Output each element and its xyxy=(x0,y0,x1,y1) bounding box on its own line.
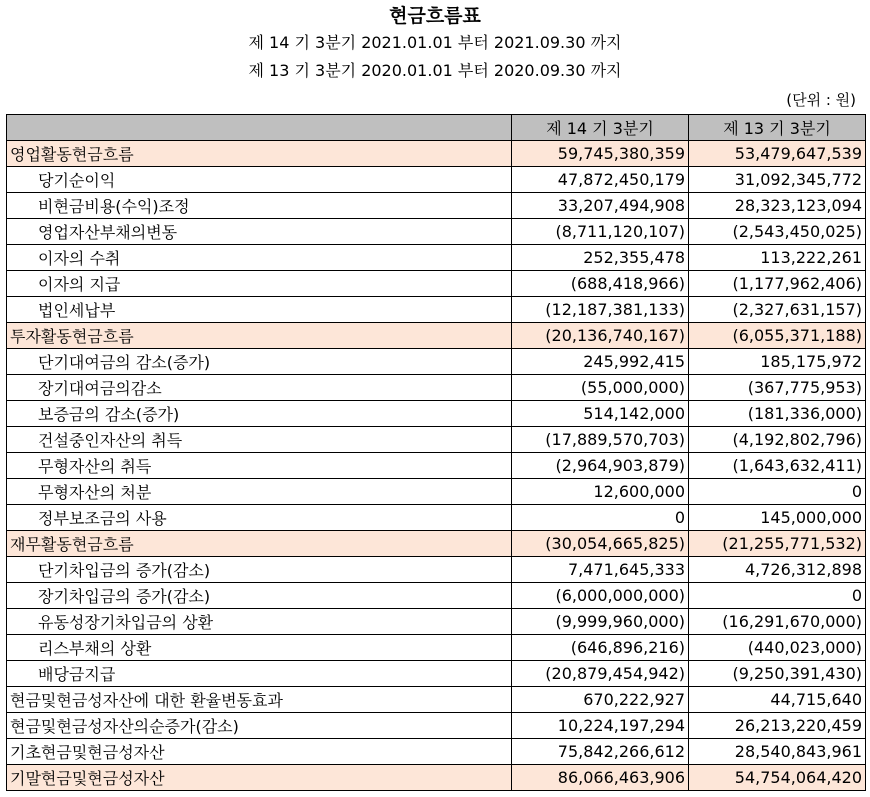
row-label: 기말현금및현금성자산 xyxy=(7,765,512,791)
table-row xyxy=(7,687,866,713)
row-prior-value: (181,336,000) xyxy=(689,401,866,427)
row-current-value: (646,896,216) xyxy=(512,635,689,661)
table-header-row xyxy=(7,115,866,141)
cash-flow-table xyxy=(6,114,866,791)
row-current-value: 86,066,463,906 xyxy=(512,765,689,791)
table-row xyxy=(7,557,866,583)
row-label: 유동성장기차입금의 상환 xyxy=(7,609,512,635)
row-prior-value: (9,250,391,430) xyxy=(689,661,866,687)
row-label: 기초현금및현금성자산 xyxy=(7,739,512,765)
row-prior-value: (2,543,450,025) xyxy=(689,219,866,245)
row-prior-value: 0 xyxy=(689,479,866,505)
row-prior-value: (16,291,670,000) xyxy=(689,609,866,635)
row-current-value: 670,222,927 xyxy=(512,687,689,713)
row-prior-value: 53,479,647,539 xyxy=(689,141,866,167)
row-prior-value: 44,715,640 xyxy=(689,687,866,713)
row-prior-value: 28,540,843,961 xyxy=(689,739,866,765)
row-prior-value: 31,092,345,772 xyxy=(689,167,866,193)
table-row xyxy=(7,453,866,479)
period-prior: 제 13 기 3분기 2020.01.01 부터 2020.09.30 까지 xyxy=(248,61,622,80)
row-label: 법인세납부 xyxy=(7,297,512,323)
row-prior-value: 28,323,123,094 xyxy=(689,193,866,219)
row-label: 현금및현금성자산에 대한 환율변동효과 xyxy=(7,687,512,713)
table-row xyxy=(7,739,866,765)
row-current-value: 75,842,266,612 xyxy=(512,739,689,765)
document-title: 현금흐름표 xyxy=(389,5,481,27)
row-label: 보증금의 감소(증가) xyxy=(7,401,512,427)
table-row xyxy=(7,141,866,167)
row-label: 리스부채의 상환 xyxy=(7,635,512,661)
row-label: 무형자산의 취득 xyxy=(7,453,512,479)
row-prior-value: (21,255,771,532) xyxy=(689,531,866,557)
row-label: 당기순이익 xyxy=(7,167,512,193)
row-current-value: 10,224,197,294 xyxy=(512,713,689,739)
row-current-value: 7,471,645,333 xyxy=(512,557,689,583)
row-prior-value: 4,726,312,898 xyxy=(689,557,866,583)
row-label: 단기대여금의 감소(증가) xyxy=(7,349,512,375)
table-row xyxy=(7,323,866,349)
row-prior-value: 26,213,220,459 xyxy=(689,713,866,739)
row-current-value: (30,054,665,825) xyxy=(512,531,689,557)
row-current-value: (688,418,966) xyxy=(512,271,689,297)
table-row xyxy=(7,193,866,219)
row-current-value: (20,879,454,942) xyxy=(512,661,689,687)
header-label-column xyxy=(7,115,512,141)
table-row xyxy=(7,245,866,271)
table-row xyxy=(7,505,866,531)
row-current-value: (20,136,740,167) xyxy=(512,323,689,349)
row-label: 건설중인자산의 취득 xyxy=(7,427,512,453)
row-prior-value: (4,192,802,796) xyxy=(689,427,866,453)
table-row xyxy=(7,479,866,505)
row-current-value: 0 xyxy=(512,505,689,531)
row-current-value: (8,711,120,107) xyxy=(512,219,689,245)
table-row xyxy=(7,583,866,609)
row-current-value: 514,142,000 xyxy=(512,401,689,427)
row-current-value: (55,000,000) xyxy=(512,375,689,401)
row-prior-value: (440,023,000) xyxy=(689,635,866,661)
row-current-value: (12,187,381,133) xyxy=(512,297,689,323)
row-label: 투자활동현금흐름 xyxy=(7,323,512,349)
row-label: 현금및현금성자산의순증가(감소) xyxy=(7,713,512,739)
row-label: 배당금지급 xyxy=(7,661,512,687)
row-label: 무형자산의 처분 xyxy=(7,479,512,505)
row-current-value: (17,889,570,703) xyxy=(512,427,689,453)
table-row xyxy=(7,635,866,661)
table-row xyxy=(7,349,866,375)
row-prior-value: (6,055,371,188) xyxy=(689,323,866,349)
table-row xyxy=(7,609,866,635)
row-label: 장기차입금의 증가(감소) xyxy=(7,583,512,609)
table-row xyxy=(7,661,866,687)
row-prior-value: 113,222,261 xyxy=(689,245,866,271)
row-prior-value: 54,754,064,420 xyxy=(689,765,866,791)
row-prior-value: (1,177,962,406) xyxy=(689,271,866,297)
row-prior-value: (2,327,631,157) xyxy=(689,297,866,323)
table-row xyxy=(7,427,866,453)
header-current-period: 제 14 기 3분기 xyxy=(512,115,689,141)
row-label: 단기차입금의 증가(감소) xyxy=(7,557,512,583)
row-label: 장기대여금의감소 xyxy=(7,375,512,401)
unit-label: (단위 : 원) xyxy=(786,91,856,109)
row-prior-value: (1,643,632,411) xyxy=(689,453,866,479)
row-prior-value: 145,000,000 xyxy=(689,505,866,531)
row-prior-value: (367,775,953) xyxy=(689,375,866,401)
row-current-value: 33,207,494,908 xyxy=(512,193,689,219)
table-row xyxy=(7,401,866,427)
row-label: 재무활동현금흐름 xyxy=(7,531,512,557)
row-label: 정부보조금의 사용 xyxy=(7,505,512,531)
row-current-value: 245,992,415 xyxy=(512,349,689,375)
row-label: 이자의 지급 xyxy=(7,271,512,297)
period-current: 제 14 기 3분기 2021.01.01 부터 2021.09.30 까지 xyxy=(248,33,622,52)
row-prior-value: 0 xyxy=(689,583,866,609)
table-row xyxy=(7,713,866,739)
table-row xyxy=(7,271,866,297)
row-label: 비현금비용(수익)조정 xyxy=(7,193,512,219)
table-row xyxy=(7,765,866,791)
row-current-value: 59,745,380,359 xyxy=(512,141,689,167)
table-row xyxy=(7,297,866,323)
header-prior-period: 제 13 기 3분기 xyxy=(689,115,866,141)
row-label: 이자의 수취 xyxy=(7,245,512,271)
row-current-value: (2,964,903,879) xyxy=(512,453,689,479)
row-prior-value: 185,175,972 xyxy=(689,349,866,375)
table-row xyxy=(7,167,866,193)
row-label: 영업자산부채의변동 xyxy=(7,219,512,245)
table-row xyxy=(7,219,866,245)
row-label: 영업활동현금흐름 xyxy=(7,141,512,167)
table-row xyxy=(7,531,866,557)
row-current-value: 252,355,478 xyxy=(512,245,689,271)
row-current-value: (6,000,000,000) xyxy=(512,583,689,609)
row-current-value: 47,872,450,179 xyxy=(512,167,689,193)
row-current-value: (9,999,960,000) xyxy=(512,609,689,635)
row-current-value: 12,600,000 xyxy=(512,479,689,505)
table-row xyxy=(7,375,866,401)
